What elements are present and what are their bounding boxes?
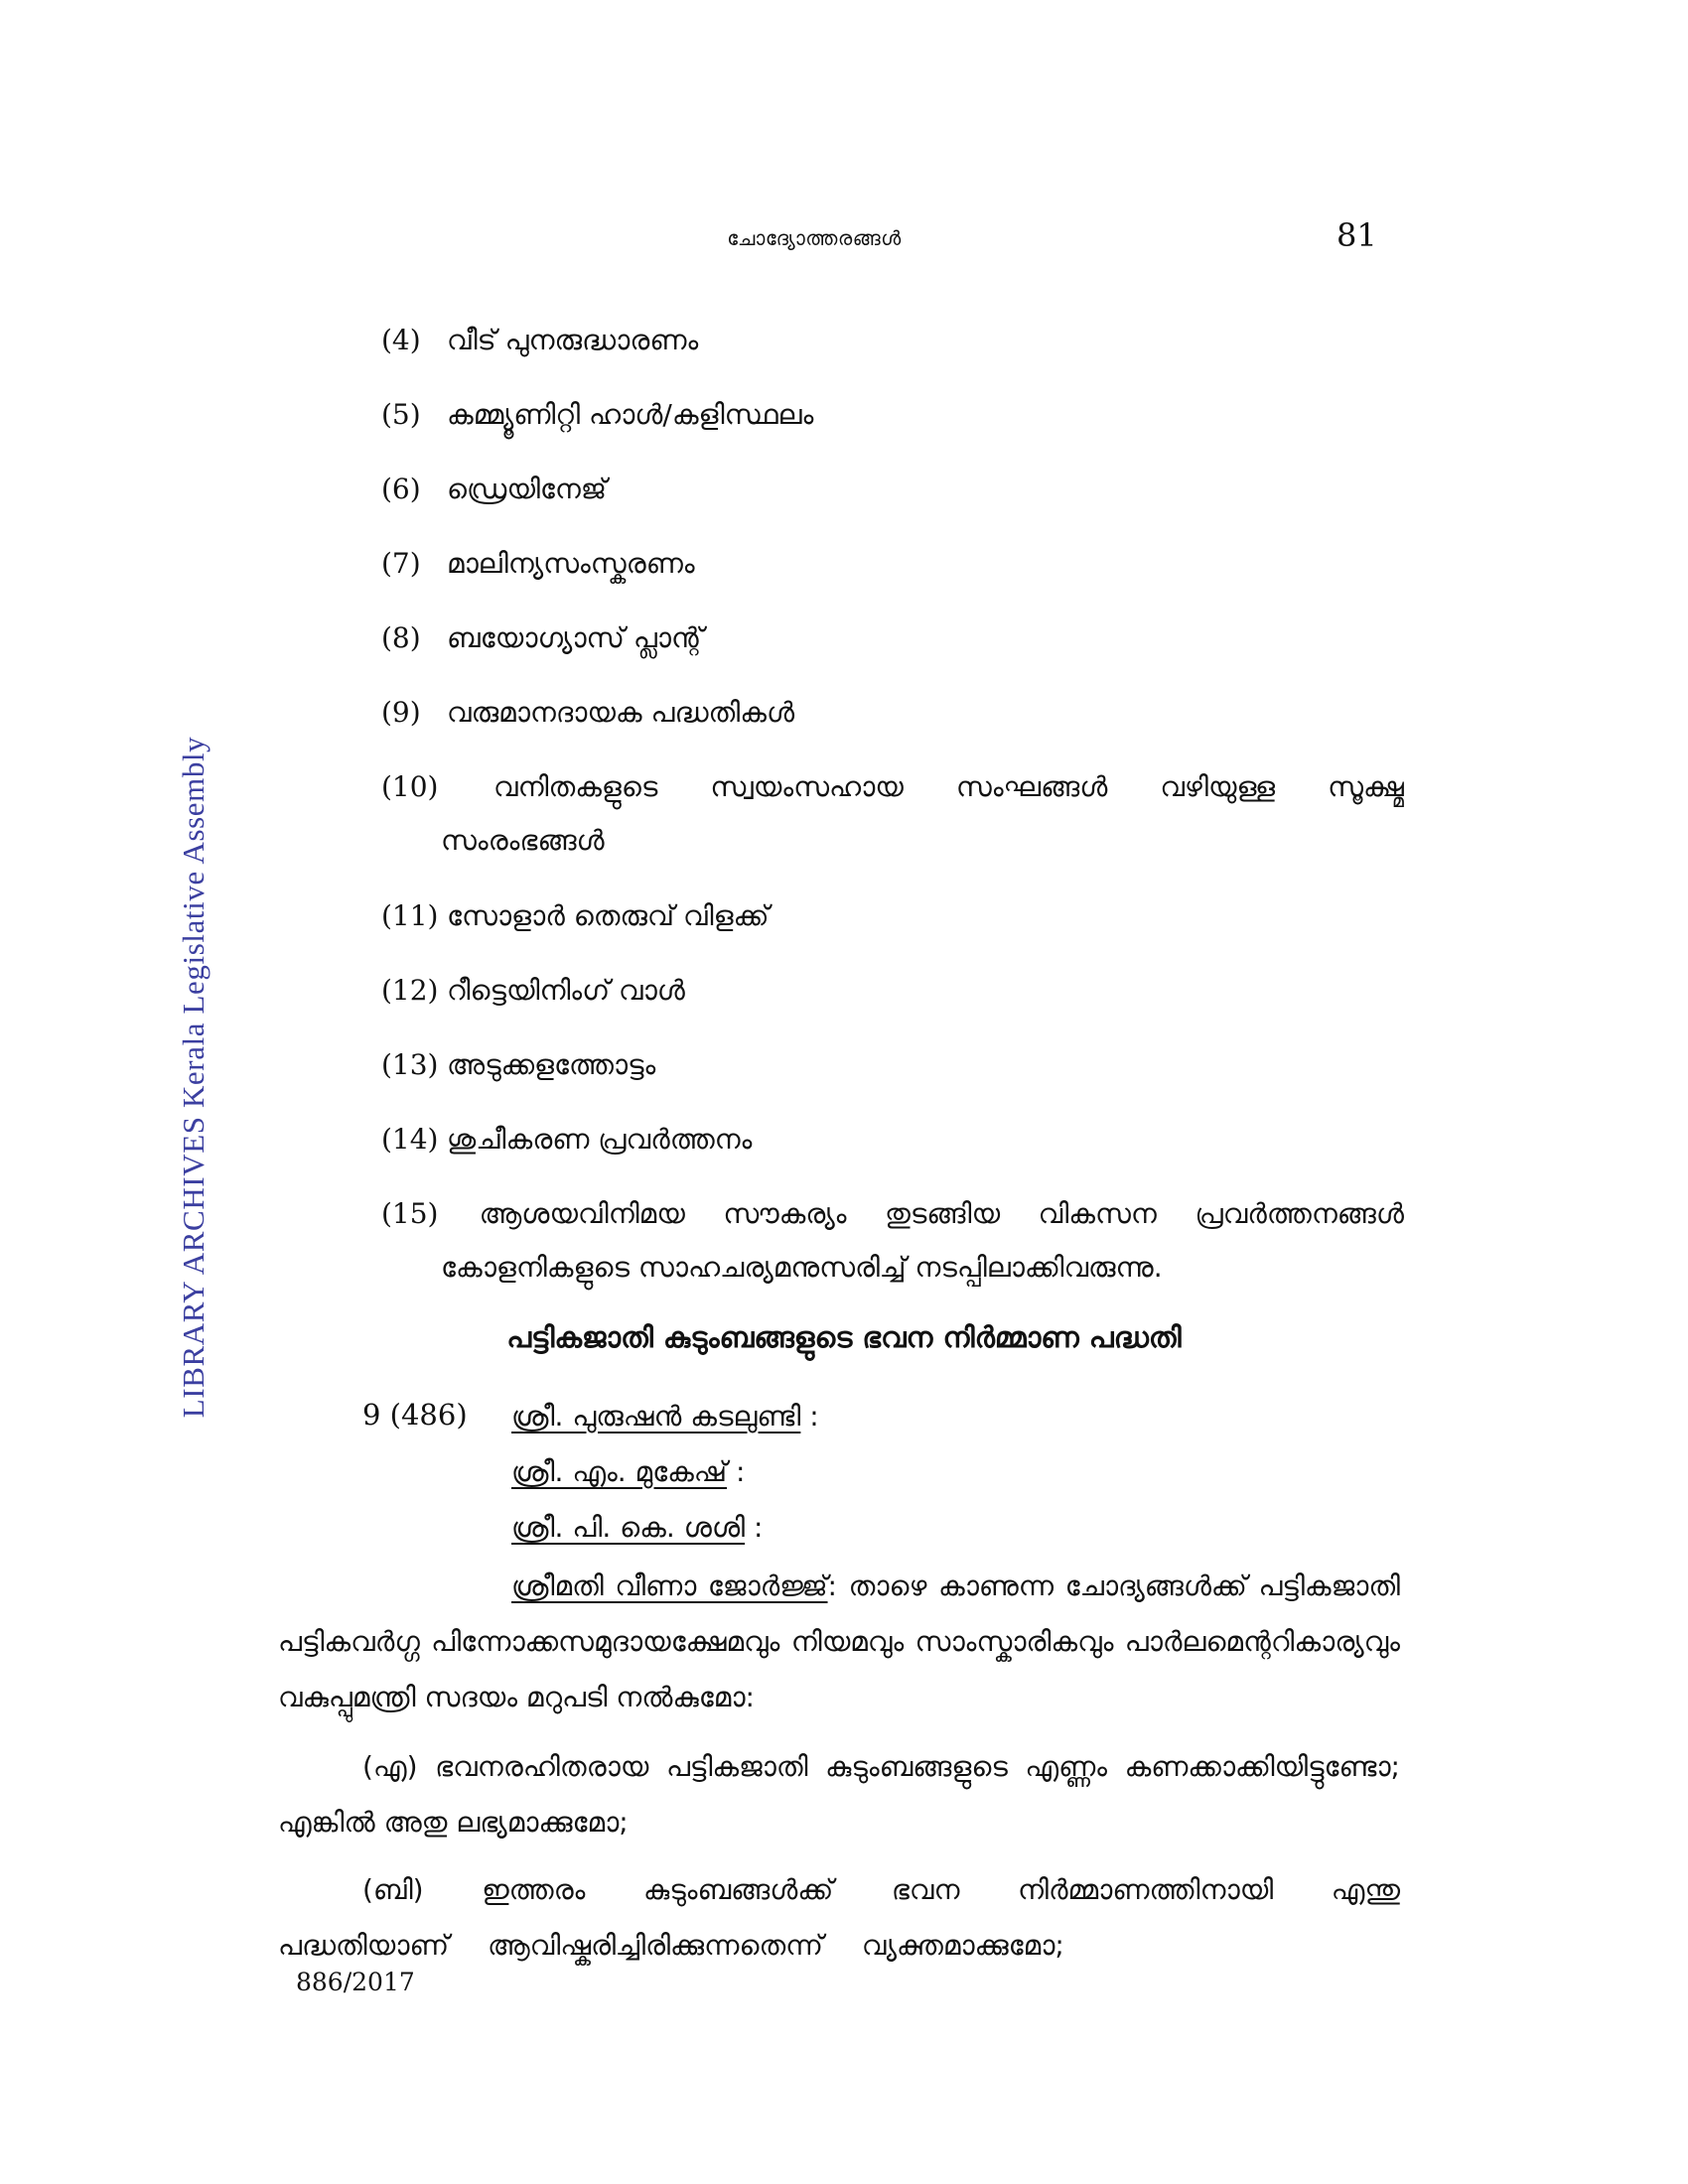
member-name xyxy=(511,1455,745,1489)
running-title: ചോദ്യോത്തരങ്ങൾ xyxy=(727,226,902,250)
item-text: റീട്ടെയിനിംഗ് വാൾ xyxy=(447,974,685,1007)
member-name-text: ശ്രീ. എം. മുകേഷ് xyxy=(511,1455,728,1488)
item-word: വനിതകളുടെ xyxy=(492,770,658,803)
page-number: 81 xyxy=(1336,216,1377,254)
list-item xyxy=(381,964,1404,1018)
item-continuation: സംരംഭങ്ങൾ xyxy=(441,824,605,857)
list-item xyxy=(381,1038,1404,1092)
question-intro-text: : താഴെ കാണുന്ന ചോദ്യങ്ങൾക്ക് പട്ടികജാതി പട്ടികവർഗ്ഗ പിന്നോക്കസമുദായക്ഷേമവും നിയമവും സാംസ്കാരികവും പാർലമെന്ററികാര്യവും വകുപ്പുമന്ത്രി സദയം മറുപടി നൽകുമോ: xyxy=(278,1570,1401,1713)
item-number: (7) xyxy=(381,547,421,580)
item-text: കമ്മ്യൂണിറ്റി ഹാൾ/കളിസ്ഥലം xyxy=(447,398,814,431)
list-item xyxy=(381,1187,1404,1295)
item-word: തുടങ്ങിയ xyxy=(885,1197,1001,1230)
member-name-text: ശ്രീമതി വീണാ ജോർജ്ജ് xyxy=(511,1570,828,1602)
question-intro xyxy=(278,1559,1400,1725)
item-number: (5) xyxy=(381,398,421,431)
list-item xyxy=(381,1113,1404,1166)
item-number: (4) xyxy=(381,324,421,356)
item-text: മാലിന്യസംസ്കരണം xyxy=(447,547,695,580)
part-label: (ബി) xyxy=(362,1873,424,1906)
member-name-text: ശ്രീ. പുരുഷൻ കടലുണ്ടി xyxy=(511,1400,801,1433)
list-item xyxy=(381,463,1404,516)
item-word: പ്രവർത്തനങ്ങൾ xyxy=(1195,1197,1404,1230)
item-text: ശുചീകരണ പ്രവർത്തനം xyxy=(447,1123,753,1156)
item-text: വീട് പുനരുദ്ധാരണം xyxy=(447,324,699,356)
question-part-a xyxy=(278,1739,1400,1850)
item-word: സൗകര്യം xyxy=(723,1197,847,1230)
member-name-text: ശ്രീ. പി. കെ. ശശി xyxy=(511,1511,746,1544)
item-first-line xyxy=(381,1187,1404,1241)
item-word: വഴിയുള്ള xyxy=(1160,770,1276,803)
item-number: (8) xyxy=(381,621,421,654)
item-number: (15) xyxy=(381,1197,439,1230)
archive-watermark: LIBRARY ARCHIVES Kerala Legislative Assembly xyxy=(176,736,211,1419)
item-text: ഡ്രെയിനേജ് xyxy=(447,473,607,505)
part-text: ഇത്തരം കുടുംബങ്ങൾക്ക് ഭവന നിർമ്മാണത്തിനായി എന്തു പദ്ധതിയാണ് ആവിഷ്കരിച്ചിരിക്കുന്നതെന്ന് വ്യക്തമാക്കുമോ; xyxy=(278,1873,1401,1962)
list-item xyxy=(381,537,1404,591)
item-text: ബയോഗ്യാസ് പ്ലാന്റ് xyxy=(447,621,704,654)
part-text: ഭവനരഹിതരായ പട്ടികജാതി കുടുംബങ്ങളുടെ എണ്ണം കണക്കാക്കിയിട്ടുണ്ടോ; എങ്കിൽ അതു ലഭ്യമാക്കുമോ; xyxy=(278,1750,1400,1839)
item-number: (10) xyxy=(381,770,439,803)
item-number: (6) xyxy=(381,473,421,505)
item-continuation: കോളനികളുടെ സാഹചര്യമനുസരിച്ച് നടപ്പിലാക്കിവരുന്നു. xyxy=(441,1251,1163,1284)
item-number: (13) xyxy=(381,1048,439,1081)
item-text: സോളാർ തെരുവ് വിളക്ക് xyxy=(447,899,770,932)
list-item xyxy=(381,388,1404,442)
item-text: അടുക്കളത്തോട്ടം xyxy=(447,1048,656,1081)
list-item xyxy=(381,612,1404,665)
list-item xyxy=(381,314,1404,367)
item-word: ആശയവിനിമയ xyxy=(479,1197,685,1230)
question-part-b xyxy=(278,1862,1400,1974)
list-item xyxy=(381,686,1404,740)
section-heading: പട്ടികജാതി കുടുംബങ്ങളുടെ ഭവന നിർമ്മാണ പദ്ധതി xyxy=(506,1320,1182,1354)
question-number: 9 (486) xyxy=(362,1398,468,1432)
member-suffix: : xyxy=(800,1400,819,1433)
list-item xyxy=(381,760,1404,868)
item-first-line xyxy=(381,760,1404,814)
item-number: (9) xyxy=(381,696,421,729)
item-number: (12) xyxy=(381,974,439,1007)
item-number: (11) xyxy=(381,899,439,932)
list-item xyxy=(381,889,1404,943)
item-text: വരുമാനദായക പദ്ധതികൾ xyxy=(447,696,795,729)
item-number: (14) xyxy=(381,1123,439,1156)
member-name xyxy=(511,1511,763,1545)
item-word: സ്വയംസഹായ xyxy=(710,770,904,803)
item-word: സംഘങ്ങൾ xyxy=(955,770,1108,803)
member-suffix: : xyxy=(745,1511,764,1544)
member-name xyxy=(511,1400,819,1433)
item-word: സൂക്ഷ്മ xyxy=(1328,770,1404,803)
footer-code: 886/2017 xyxy=(296,1968,415,1996)
part-label: (എ) xyxy=(362,1750,418,1783)
item-word: വികസന xyxy=(1038,1197,1157,1230)
member-suffix: : xyxy=(727,1455,746,1488)
